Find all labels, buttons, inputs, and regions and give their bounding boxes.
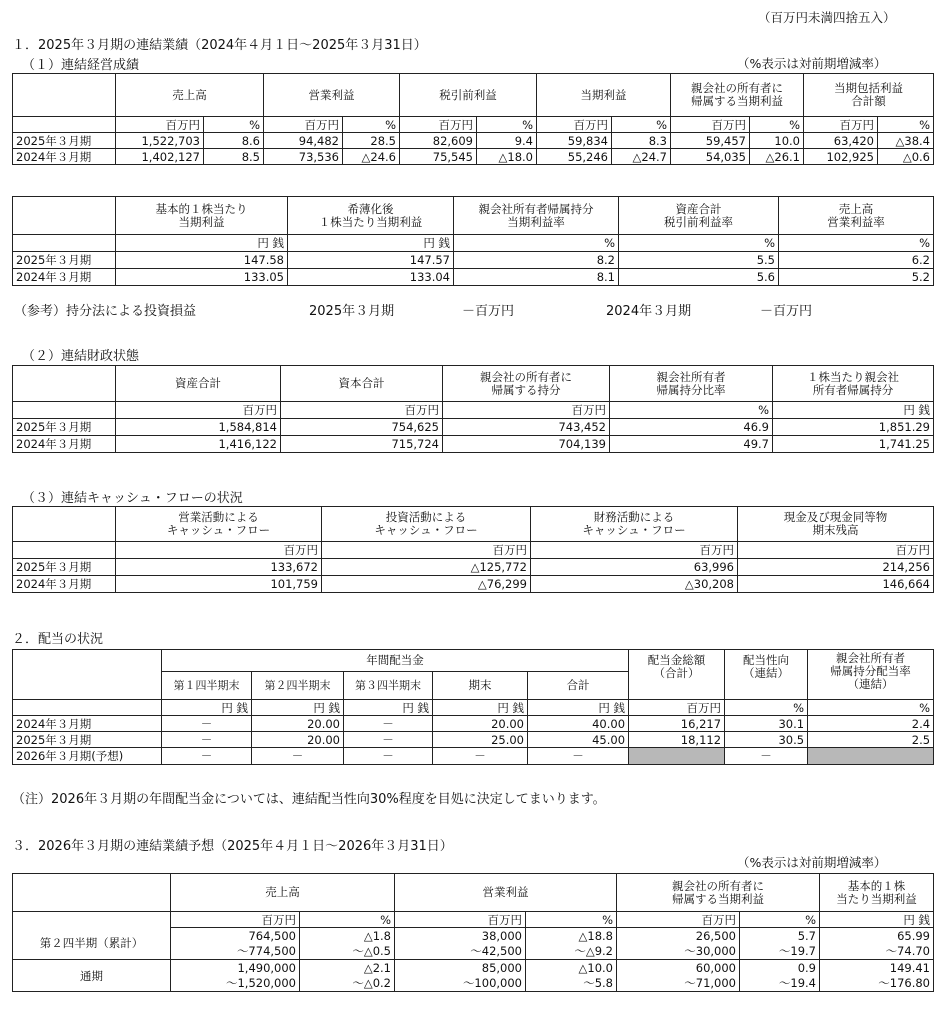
corner-cell: [13, 74, 116, 117]
equity-method-value-2: －百万円: [760, 304, 813, 319]
value-cell: 8.6: [204, 133, 264, 149]
range-cell: ～774,500: [171, 944, 300, 960]
value-cell: 147.58: [116, 252, 288, 269]
range-cell: ～42,500: [395, 944, 526, 960]
value-cell: △10.0: [526, 960, 617, 976]
unit-cell: 円 銭: [528, 700, 629, 716]
results-table: [12, 73, 934, 165]
row-label: 2024年３月期: [13, 436, 116, 453]
unit-cell: 百万円: [395, 912, 526, 928]
value-cell: 146,664: [738, 576, 934, 593]
value-cell: 38,000: [395, 928, 526, 944]
value-cell: △0.6: [878, 149, 934, 165]
row-label: 2025年３月期: [13, 732, 162, 748]
value-cell: △2.1: [300, 960, 395, 976]
value-cell: 149.41: [820, 960, 934, 976]
unit-cell: 円 銭: [344, 700, 433, 716]
q3-header: 第３四半期末: [344, 672, 433, 700]
value-cell: 59,457: [671, 133, 750, 149]
value-cell: △24.7: [612, 149, 671, 165]
total-header: 合計: [528, 672, 629, 700]
value-cell: △30,208: [531, 576, 738, 593]
col-header: 基本的１株当たり 当期利益: [116, 197, 288, 235]
unit-cell: %: [779, 235, 934, 252]
value-cell: 1,402,127: [116, 149, 204, 165]
value-cell: △18.0: [477, 149, 537, 165]
value-cell: 8.3: [612, 133, 671, 149]
financial-position-table: [12, 365, 934, 453]
value-cell: 75,545: [400, 149, 477, 165]
col-header: 親会社の所有者に 帰属する持分: [443, 366, 610, 402]
unit-cell: %: [343, 117, 400, 133]
col-header: 資産合計: [116, 366, 281, 402]
dividends-table: [12, 649, 934, 765]
value-cell: 214,256: [738, 559, 934, 576]
equity-method-value-1: －百万円: [462, 304, 515, 319]
section1-title: １．2025年３月期の連結業績（2024年４月１日～2025年３月31日）: [12, 38, 427, 53]
value-cell: －: [344, 732, 433, 748]
corner-cell: [13, 402, 116, 419]
value-cell: －: [162, 748, 252, 765]
ratios-table: [12, 196, 934, 286]
row-label: 2024年３月期: [13, 716, 162, 732]
value-cell: 1,851.29: [773, 419, 934, 436]
unit-cell: %: [740, 912, 820, 928]
unit-cell: 百万円: [116, 542, 322, 559]
unit-cell: 円 銭: [433, 700, 528, 716]
row-label: 第２四半期（累計）: [13, 928, 171, 960]
col-header: 資産合計 税引前利益率: [619, 197, 779, 235]
value-cell: 10.0: [750, 133, 804, 149]
col-header: 当期包括利益 合計額: [804, 74, 934, 117]
range-cell: ～△0.2: [300, 976, 395, 992]
value-cell: 5.2: [779, 269, 934, 286]
unit-cell: 百万円: [264, 117, 343, 133]
corner-cell: [13, 700, 162, 716]
value-cell: 20.00: [252, 732, 344, 748]
value-cell: 2.4: [808, 716, 934, 732]
section1-sub3-title: （３）連結キャッシュ・フローの状況: [22, 491, 243, 506]
year-end-header: 期末: [433, 672, 528, 700]
value-cell: 133,672: [116, 559, 322, 576]
dividend-on-equity-header: 親会社所有者 帰属持分配当率 （連結）: [808, 650, 934, 700]
value-cell: －: [725, 748, 808, 765]
unit-cell: 円 銭: [820, 912, 934, 928]
col-header: １株当たり親会社 所有者帰属持分: [773, 366, 934, 402]
value-cell: 30.5: [725, 732, 808, 748]
unit-cell: %: [300, 912, 395, 928]
value-cell: 26,500: [617, 928, 740, 944]
payout-ratio-header: 配当性向 （連結）: [725, 650, 808, 700]
value-cell: －: [162, 732, 252, 748]
value-cell: 63,420: [804, 133, 878, 149]
corner-cell: [13, 650, 162, 672]
unit-cell: %: [204, 117, 264, 133]
value-cell: 8.1: [454, 269, 619, 286]
col-header: 現金及び現金同等物 期末残高: [738, 507, 934, 542]
row-label: 2025年３月期: [13, 559, 116, 576]
value-cell: 5.6: [619, 269, 779, 286]
col-header: 投資活動による キャッシュ・フロー: [322, 507, 531, 542]
value-cell: △38.4: [878, 133, 934, 149]
section1-sub1-title: （１）連結経営成績: [22, 58, 140, 73]
unit-cell: 百万円: [281, 402, 443, 419]
value-cell: 133.05: [116, 269, 288, 286]
value-cell: －: [162, 716, 252, 732]
range-cell: ～30,000: [617, 944, 740, 960]
value-cell: △24.6: [343, 149, 400, 165]
q1-header: 第１四半期末: [162, 672, 252, 700]
unit-cell: 円 銭: [252, 700, 344, 716]
col-header: 営業利益: [264, 74, 400, 117]
range-cell: ～74.70: [820, 944, 934, 960]
unit-cell: 百万円: [322, 542, 531, 559]
value-cell: 133.04: [288, 269, 454, 286]
col-header: 親会社の所有者に 帰属する当期利益: [671, 74, 804, 117]
value-cell: 1,416,122: [116, 436, 281, 453]
section2-title: ２．配当の状況: [12, 632, 104, 647]
col-header: 資本合計: [281, 366, 443, 402]
corner-cell: [13, 507, 116, 542]
unit-cell: %: [610, 402, 773, 419]
value-cell: 0.9: [740, 960, 820, 976]
value-cell: 63,996: [531, 559, 738, 576]
value-cell: 46.9: [610, 419, 773, 436]
col-header: 営業利益: [395, 874, 617, 912]
unit-cell: %: [477, 117, 537, 133]
value-cell: 59,834: [537, 133, 612, 149]
col-header: 売上高: [171, 874, 395, 912]
pct-note-3: （%表示は対前期増減率）: [737, 855, 887, 870]
unit-cell: 百万円: [116, 402, 281, 419]
value-cell: 101,759: [116, 576, 322, 593]
value-cell: －: [344, 748, 433, 765]
value-cell: 54,035: [671, 149, 750, 165]
col-header: 当期利益: [537, 74, 671, 117]
value-cell: 85,000: [395, 960, 526, 976]
col-header: 財務活動による キャッシュ・フロー: [531, 507, 738, 542]
range-cell: ～△0.5: [300, 944, 395, 960]
range-cell: ～176.80: [820, 976, 934, 992]
unit-cell: 百万円: [400, 117, 477, 133]
value-cell: 6.2: [779, 252, 934, 269]
annual-dividend-header: 年間配当金: [162, 650, 629, 672]
value-cell: 1,490,000: [171, 960, 300, 976]
value-cell: 704,139: [443, 436, 610, 453]
unit-cell: 百万円: [804, 117, 878, 133]
unit-cell: 百万円: [617, 912, 740, 928]
value-cell: 18,112: [629, 732, 725, 748]
section3-title: ３．2026年３月期の連結業績予想（2025年４月１日～2026年３月31日）: [12, 839, 453, 854]
value-cell: －: [252, 748, 344, 765]
value-cell: 49.7: [610, 436, 773, 453]
unit-cell: 百万円: [671, 117, 750, 133]
cash-flow-table: [12, 506, 934, 593]
row-label: 2024年３月期: [13, 269, 116, 286]
col-header: 親会社の所有者に 帰属する当期利益: [617, 874, 820, 912]
unit-note: （百万円未満四捨五入）: [758, 10, 896, 25]
col-header: 希薄化後 １株当たり当期利益: [288, 197, 454, 235]
value-cell: 65.99: [820, 928, 934, 944]
equity-method-period-1: 2025年３月期: [309, 304, 395, 319]
unit-cell: %: [750, 117, 804, 133]
corner-cell: [13, 197, 116, 235]
unit-cell: %: [878, 117, 934, 133]
row-label: 2026年３月期(予想): [13, 748, 162, 765]
col-header: 基本的１株 当たり当期利益: [820, 874, 934, 912]
range-cell: ～△9.2: [526, 944, 617, 960]
value-cell: 1,522,703: [116, 133, 204, 149]
value-cell: 82,609: [400, 133, 477, 149]
unit-cell: %: [725, 700, 808, 716]
row-label: 2025年３月期: [13, 419, 116, 436]
equity-method-period-2: 2024年３月期: [606, 304, 692, 319]
pct-note-1: （%表示は対前期増減率）: [737, 56, 887, 71]
col-header: 親会社所有者帰属持分 当期利益率: [454, 197, 619, 235]
unit-cell: 百万円: [116, 117, 204, 133]
unit-cell: 百万円: [443, 402, 610, 419]
value-cell: 20.00: [252, 716, 344, 732]
unit-cell: 百万円: [738, 542, 934, 559]
range-cell: ～71,000: [617, 976, 740, 992]
value-cell: 45.00: [528, 732, 629, 748]
value-cell: 764,500: [171, 928, 300, 944]
row-label: 2025年３月期: [13, 252, 116, 269]
unit-cell: 百万円: [171, 912, 300, 928]
value-cell: 94,482: [264, 133, 343, 149]
value-cell: [808, 748, 934, 765]
value-cell: 73,536: [264, 149, 343, 165]
unit-cell: %: [454, 235, 619, 252]
range-cell: ～5.8: [526, 976, 617, 992]
value-cell: 9.4: [477, 133, 537, 149]
unit-cell: %: [619, 235, 779, 252]
corner-cell: [13, 912, 171, 928]
unit-cell: 円 銭: [773, 402, 934, 419]
value-cell: 40.00: [528, 716, 629, 732]
corner-cell: [13, 672, 162, 700]
corner-cell: [13, 874, 171, 912]
range-cell: ～1,520,000: [171, 976, 300, 992]
value-cell: 715,724: [281, 436, 443, 453]
value-cell: △18.8: [526, 928, 617, 944]
unit-cell: 百万円: [531, 542, 738, 559]
col-header: 営業活動による キャッシュ・フロー: [116, 507, 322, 542]
value-cell: 8.5: [204, 149, 264, 165]
forecast-table: [12, 873, 934, 992]
value-cell: 60,000: [617, 960, 740, 976]
section1-sub2-title: （２）連結財政状態: [22, 349, 140, 364]
value-cell: 743,452: [443, 419, 610, 436]
unit-cell: %: [808, 700, 934, 716]
col-header: 親会社所有者 帰属持分比率: [610, 366, 773, 402]
value-cell: －: [344, 716, 433, 732]
value-cell: －: [528, 748, 629, 765]
value-cell: 102,925: [804, 149, 878, 165]
q2-header: 第２四半期末: [252, 672, 344, 700]
range-cell: ～19.4: [740, 976, 820, 992]
value-cell: △26.1: [750, 149, 804, 165]
unit-cell: 円 銭: [162, 700, 252, 716]
value-cell: △1.8: [300, 928, 395, 944]
value-cell: 1,741.25: [773, 436, 934, 453]
unit-cell: %: [612, 117, 671, 133]
value-cell: 25.00: [433, 732, 528, 748]
value-cell: 30.1: [725, 716, 808, 732]
value-cell: 5.7: [740, 928, 820, 944]
value-cell: 16,217: [629, 716, 725, 732]
value-cell: △76,299: [322, 576, 531, 593]
corner-cell: [13, 235, 116, 252]
corner-cell: [13, 117, 116, 133]
value-cell: 1,584,814: [116, 419, 281, 436]
value-cell: 20.00: [433, 716, 528, 732]
value-cell: 754,625: [281, 419, 443, 436]
corner-cell: [13, 542, 116, 559]
row-label: 通期: [13, 960, 171, 992]
col-header: 税引前利益: [400, 74, 537, 117]
col-header: 売上高 営業利益率: [779, 197, 934, 235]
unit-cell: %: [526, 912, 617, 928]
value-cell: 28.5: [343, 133, 400, 149]
unit-cell: 百万円: [537, 117, 612, 133]
col-header: 売上高: [116, 74, 264, 117]
value-cell: 55,246: [537, 149, 612, 165]
value-cell: △125,772: [322, 559, 531, 576]
value-cell: 5.5: [619, 252, 779, 269]
range-cell: ～19.7: [740, 944, 820, 960]
value-cell: 2.5: [808, 732, 934, 748]
value-cell: －: [433, 748, 528, 765]
value-cell: 147.57: [288, 252, 454, 269]
value-cell: [629, 748, 725, 765]
equity-method-label: （参考）持分法による投資損益: [14, 304, 197, 319]
unit-cell: 円 銭: [116, 235, 288, 252]
unit-cell: 百万円: [629, 700, 725, 716]
row-label: 2024年３月期: [13, 149, 116, 165]
corner-cell: [13, 366, 116, 402]
row-label: 2024年３月期: [13, 576, 116, 593]
unit-cell: 円 銭: [288, 235, 454, 252]
row-label: 2025年３月期: [13, 133, 116, 149]
total-dividend-header: 配当金総額 （合計）: [629, 650, 725, 700]
range-cell: ～100,000: [395, 976, 526, 992]
value-cell: 8.2: [454, 252, 619, 269]
dividend-note: （注）2026年３月期の年間配当金については、連結配当性向30%程度を目処に決定してまいります。: [12, 792, 606, 807]
